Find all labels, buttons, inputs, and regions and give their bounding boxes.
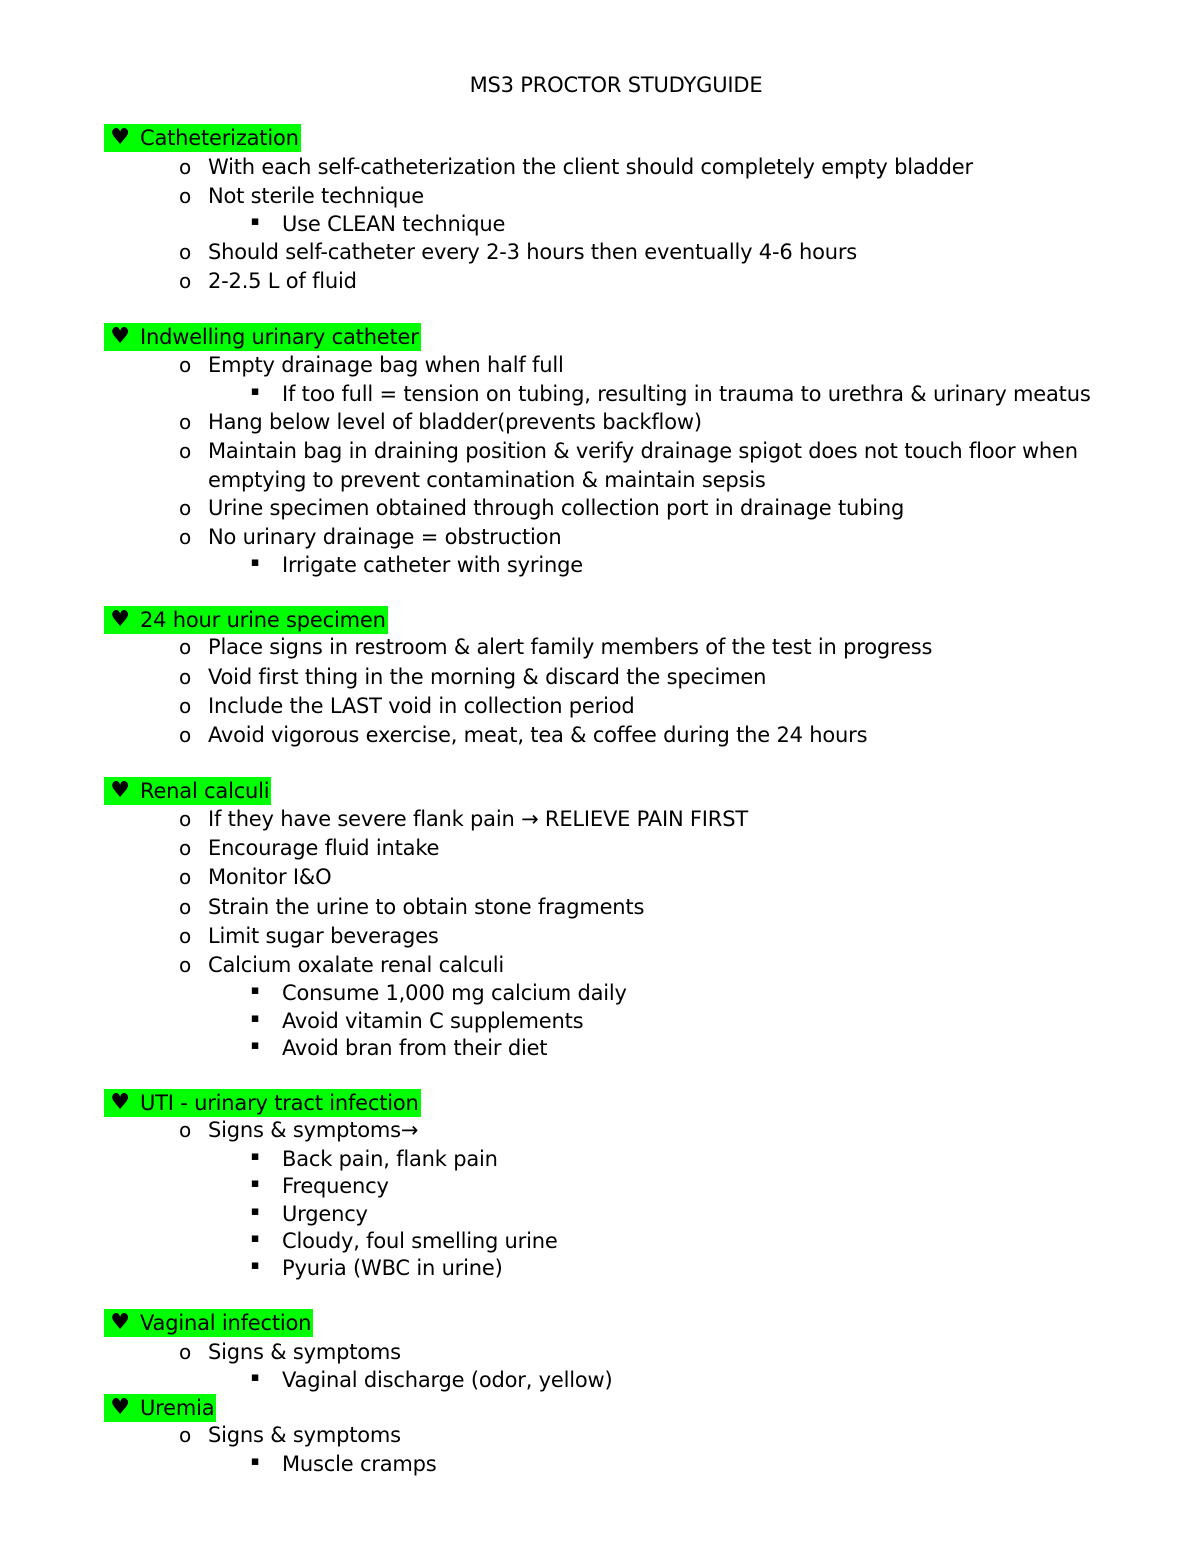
circle-bullet-icon: o	[178, 184, 192, 208]
circle-bullet-icon: o	[178, 353, 192, 377]
section-heading-text: Uremia	[104, 1394, 216, 1422]
list-item-text: Include the LAST void in collection period	[208, 694, 635, 718]
list-item-text: With each self-catheterization the client should completely empty bladder	[208, 155, 973, 179]
section-heading-text: Catheterization	[104, 124, 301, 152]
list-item-text: Should self-catheter every 2-3 hours then eventually 4-6 hours	[208, 240, 858, 264]
list-item-text: Hang below level of bladder(prevents backflow)	[208, 410, 702, 434]
list-item-text: Maintain bag in draining position & verify drainage spigot does not touch floor when	[208, 439, 1078, 463]
list-item-text: Calcium oxalate renal calculi	[208, 953, 504, 977]
list-item-text: 2-2.5 L of fluid	[208, 269, 357, 293]
square-bullet-icon: ▪	[250, 1231, 260, 1246]
section-heading-text: 24 hour urine specimen	[104, 606, 388, 634]
list-item-text: Empty drainage bag when half full	[208, 353, 564, 377]
page-title: MS3 PROCTOR STUDYGUIDE	[469, 73, 763, 97]
square-bullet-icon: ▪	[250, 1176, 260, 1191]
circle-bullet-icon: o	[178, 155, 192, 179]
square-bullet-icon: ▪	[250, 1204, 260, 1219]
list-item-text: Limit sugar beverages	[208, 924, 439, 948]
list-item-text: No urinary drainage = obstruction	[208, 525, 562, 549]
list-item-text: Signs & symptoms	[208, 1423, 401, 1447]
heart-icon: ♥	[110, 607, 130, 632]
section-heading-text: UTI - urinary tract infection	[104, 1089, 421, 1117]
section-heading-text: Indwelling urinary catheter	[104, 323, 421, 351]
list-item-continuation: emptying to prevent contamination & maintain sepsis	[208, 468, 766, 492]
sub-list-item-text: Avoid bran from their diet	[282, 1036, 548, 1060]
circle-bullet-icon: o	[178, 953, 192, 977]
square-bullet-icon: ▪	[250, 983, 260, 998]
square-bullet-icon: ▪	[250, 1258, 260, 1273]
circle-bullet-icon: o	[178, 1423, 192, 1447]
heart-icon: ♥	[110, 1395, 130, 1420]
circle-bullet-icon: o	[178, 723, 192, 747]
square-bullet-icon: ▪	[250, 1149, 260, 1164]
list-item-text: Signs & symptoms	[208, 1340, 401, 1364]
circle-bullet-icon: o	[178, 1340, 192, 1364]
sub-list-item-text: Avoid vitamin C supplements	[282, 1009, 584, 1033]
square-bullet-icon: ▪	[250, 1370, 260, 1385]
list-item-text: Encourage fluid intake	[208, 836, 440, 860]
circle-bullet-icon: o	[178, 269, 192, 293]
list-item-text: Avoid vigorous exercise, meat, tea & coffee during the 24 hours	[208, 723, 868, 747]
list-item-text: Monitor I&O	[208, 865, 332, 889]
heart-icon: ♥	[110, 1310, 130, 1335]
square-bullet-icon: ▪	[250, 1038, 260, 1053]
circle-bullet-icon: o	[178, 1118, 192, 1142]
circle-bullet-icon: o	[178, 895, 192, 919]
circle-bullet-icon: o	[178, 439, 192, 463]
circle-bullet-icon: o	[178, 665, 192, 689]
sub-list-item-text: Muscle cramps	[282, 1452, 437, 1476]
sub-list-item-text: Vaginal discharge (odor, yellow)	[282, 1368, 613, 1392]
sub-list-item-text: Frequency	[282, 1174, 389, 1198]
list-item-text: If they have severe flank pain → RELIEVE PAIN FIRST	[208, 807, 748, 831]
heart-icon: ♥	[110, 125, 130, 150]
sub-list-item-text: Use CLEAN technique	[282, 212, 506, 236]
sub-list-item-text: If too full = tension on tubing, resulting in trauma to urethra & urinary meatus	[282, 382, 1091, 406]
sub-list-item-text: Urgency	[282, 1202, 368, 1226]
circle-bullet-icon: o	[178, 410, 192, 434]
section-heading-text: Renal calculi	[104, 777, 271, 805]
sub-list-item-text: Irrigate catheter with syringe	[282, 553, 583, 577]
circle-bullet-icon: o	[178, 865, 192, 889]
square-bullet-icon: ▪	[250, 1454, 260, 1469]
square-bullet-icon: ▪	[250, 1011, 260, 1026]
sub-list-item-text: Back pain, flank pain	[282, 1147, 498, 1171]
list-item-text: Strain the urine to obtain stone fragments	[208, 895, 645, 919]
square-bullet-icon: ▪	[250, 384, 260, 399]
circle-bullet-icon: o	[178, 496, 192, 520]
section-heading-text: Vaginal infection	[104, 1309, 313, 1337]
circle-bullet-icon: o	[178, 240, 192, 264]
list-item-text: Urine specimen obtained through collection port in drainage tubing	[208, 496, 905, 520]
square-bullet-icon: ▪	[250, 555, 260, 570]
circle-bullet-icon: o	[178, 924, 192, 948]
heart-icon: ♥	[110, 778, 130, 803]
circle-bullet-icon: o	[178, 525, 192, 549]
list-item-text: Signs & symptoms→	[208, 1118, 419, 1142]
list-item-text: Void first thing in the morning & discard the specimen	[208, 665, 767, 689]
square-bullet-icon: ▪	[250, 214, 260, 229]
circle-bullet-icon: o	[178, 694, 192, 718]
list-item-text: Place signs in restroom & alert family members of the test in progress	[208, 635, 933, 659]
sub-list-item-text: Pyuria (WBC in urine)	[282, 1256, 503, 1280]
sub-list-item-text: Cloudy, foul smelling urine	[282, 1229, 558, 1253]
sub-list-item-text: Consume 1,000 mg calcium daily	[282, 981, 627, 1005]
circle-bullet-icon: o	[178, 635, 192, 659]
list-item-text: Not sterile technique	[208, 184, 424, 208]
circle-bullet-icon: o	[178, 836, 192, 860]
heart-icon: ♥	[110, 1090, 130, 1115]
heart-icon: ♥	[110, 324, 130, 349]
circle-bullet-icon: o	[178, 807, 192, 831]
